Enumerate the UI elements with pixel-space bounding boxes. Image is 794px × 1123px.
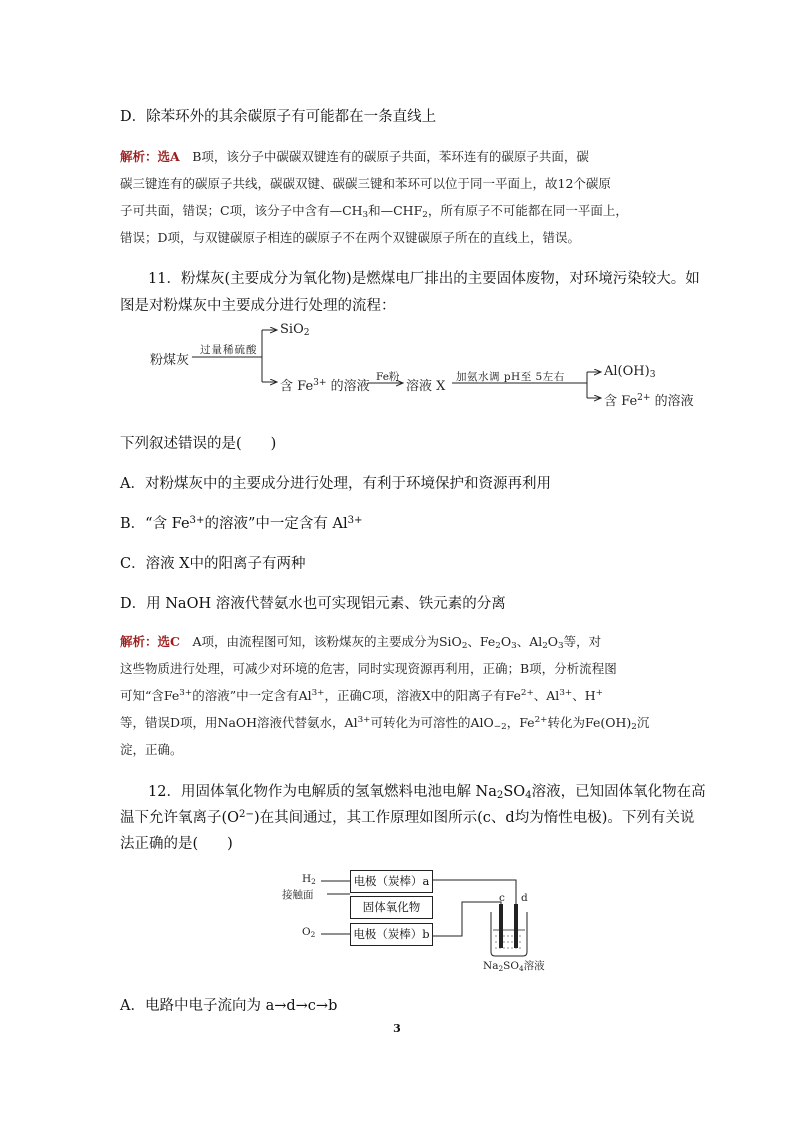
superscript: 3+: [189, 515, 205, 526]
flow-text: 的溶液: [650, 394, 694, 409]
exp-text: 可转化为可溶性的AlO: [370, 715, 494, 730]
q12-option-a: A．电路中电子流向为 a→d→c→b: [120, 998, 338, 1014]
exp-text: 、Fe: [467, 634, 496, 649]
subscript: 2: [303, 328, 310, 338]
exp-text: 转化为Fe(OH): [547, 715, 632, 730]
electrode-b-box: 电极（炭棒）b: [350, 923, 433, 946]
na2so4-solution-label: [483, 958, 545, 973]
exp-text: 这些物质进行处理，可减少对环境的危害，同时实现资源再利用，正确；B项，分析流程图: [120, 661, 617, 676]
flow-text: Al(OH): [604, 364, 650, 379]
superscript: 3+: [179, 688, 193, 698]
exp-text: 子可共面，错误；C项，该分子中含有—CH: [120, 203, 363, 218]
h2-label: [302, 873, 316, 886]
exp-text: 的溶液”中一定含有Al: [192, 688, 312, 703]
superscript: 2+: [534, 715, 548, 725]
q11-question: 下列叙述错误的是( ): [120, 436, 277, 452]
flow-text: SiO: [280, 322, 304, 337]
label-text: H: [302, 873, 312, 885]
q11-option-c: C．溶液 X中的阳离子有两种: [120, 556, 306, 572]
option-text: 的溶液”中一定含有 Al: [204, 516, 348, 532]
label-text: 溶液: [523, 960, 545, 972]
exp-text: 可知“含Fe: [120, 688, 180, 703]
flow-start: 粉煤灰: [150, 353, 190, 368]
exp-text: 、Al: [533, 688, 560, 703]
label-text: O: [302, 926, 311, 938]
subscript: 2: [495, 641, 501, 651]
exp-text: 和—CHF: [368, 203, 423, 218]
stem-text: )在其间通过，其工作原理如图所示(c、d均为惰性电极)。下列有关说: [253, 810, 695, 826]
option-text: B．“含 Fe: [120, 516, 190, 532]
stem-text: 溶液，已知固体氧化物在高: [531, 784, 706, 800]
flow-step3: 加氨水调 pH至 5左右: [456, 371, 565, 383]
subscript: 4: [518, 964, 524, 973]
subscript: 2: [422, 210, 428, 220]
superscript: 3+: [559, 688, 573, 698]
q10-option-d: D．除苯环外的其余碳原子有可能都在一条直线上: [120, 109, 437, 125]
q11-option-a: A．对粉煤灰中的主要成分进行处理，有利于环境保护和资源再利用: [120, 476, 551, 492]
stem-text: 温下允许氧离子(O: [120, 810, 240, 826]
exp-text: A项，由流程图可知，该粉煤灰的主要成分为SiO: [192, 634, 462, 649]
subscript: 2: [631, 722, 637, 732]
exp-text: 等，对: [563, 634, 602, 649]
exp-text: 碳三键连有的碳原子共线，碳碳双键、碳碳三键和苯环可以位于同一平面上，故12个碳原: [120, 176, 611, 191]
superscript: 2+: [637, 393, 651, 403]
flow-text: 含 Fe: [280, 379, 314, 394]
superscript: 3+: [347, 515, 363, 526]
stem-text: SO: [503, 784, 526, 800]
o2-label: [302, 926, 315, 939]
label-text: Na: [483, 960, 499, 972]
q11-stem-line1: 11．粉煤灰(主要成分为氧化物)是燃煤电厂排出的主要固体废物，对环境污染较大。如: [148, 271, 700, 287]
flow-step2: Fe粉: [376, 371, 400, 383]
superscript: 3+: [357, 715, 371, 725]
exp-text: ，Fe: [506, 715, 535, 730]
q11-stem-line2: 图是对粉煤灰中主要成分进行处理的流程：: [120, 298, 396, 314]
exp-text: 错误；D项，与双键碳原子相连的碳原子不在两个双键碳原子所在的直线上，错误。: [120, 230, 581, 245]
exp-text: 等，错误D项，用NaOH溶液代替氨水，Al: [120, 715, 358, 730]
subscript: 3: [511, 641, 517, 651]
subscript: 2: [498, 964, 504, 973]
exp-text: O: [500, 634, 512, 649]
subscript: 2: [310, 930, 316, 939]
electrode-a-box: 电极（炭棒）a: [350, 870, 433, 893]
exp-text: B项，该分子中碳碳双键连有的碳原子共面，苯环连有的碳原子共面，碳: [192, 149, 589, 164]
explanation-label: 解析：选C: [120, 634, 180, 649]
exp-text: 、H: [572, 688, 596, 703]
subscript: 2: [461, 641, 468, 651]
exp-text: 沉: [636, 715, 650, 730]
subscript: −2: [493, 722, 507, 732]
flow-text: 含 Fe: [604, 394, 638, 409]
solid-oxide-box: 固体氧化物: [350, 896, 433, 919]
subscript: 3: [558, 641, 564, 651]
subscript: 3: [362, 210, 369, 220]
subscript: 2: [311, 877, 316, 886]
subscript: 3: [649, 370, 656, 380]
flow-step1: 过量稀硫酸: [200, 344, 258, 356]
explanation-label: 解析：选A: [120, 149, 180, 164]
flow-solution-x: 溶液 X: [406, 379, 446, 394]
electrode-d-label: d: [521, 892, 528, 904]
stem-text: 12．用固体氧化物作为电解质的氢氧燃料电池电解 Na: [148, 784, 497, 800]
contact-surface-label: 接触面: [282, 889, 314, 901]
superscript: 3+: [311, 688, 325, 698]
exp-text: ，正确C项，溶液X中的阳离子有Fe: [324, 688, 521, 703]
superscript: 2−: [239, 809, 254, 820]
subscript: 2: [542, 641, 548, 651]
subscript: 4: [525, 790, 532, 801]
q11-option-d: D．用 NaOH 溶液代替氨水也可实现铝元素、铁元素的分离: [120, 596, 506, 612]
subscript: 2: [496, 790, 504, 801]
superscript: 2+: [520, 688, 534, 698]
flow-text: 的溶液: [326, 379, 370, 394]
q12-stem-line3: 法正确的是( ): [120, 836, 233, 852]
superscript: +: [595, 688, 603, 698]
exp-text: O: [547, 634, 559, 649]
label-text: SO: [503, 960, 519, 972]
electrode-c-label: c: [499, 892, 505, 904]
exp-text: ，所有原子不可能都在同一平面上，: [427, 203, 628, 218]
exp-text: 、Al: [516, 634, 543, 649]
exp-text: 淀，正确。: [120, 742, 183, 757]
superscript: 3+: [313, 378, 327, 388]
page-number: 3: [393, 1022, 401, 1035]
